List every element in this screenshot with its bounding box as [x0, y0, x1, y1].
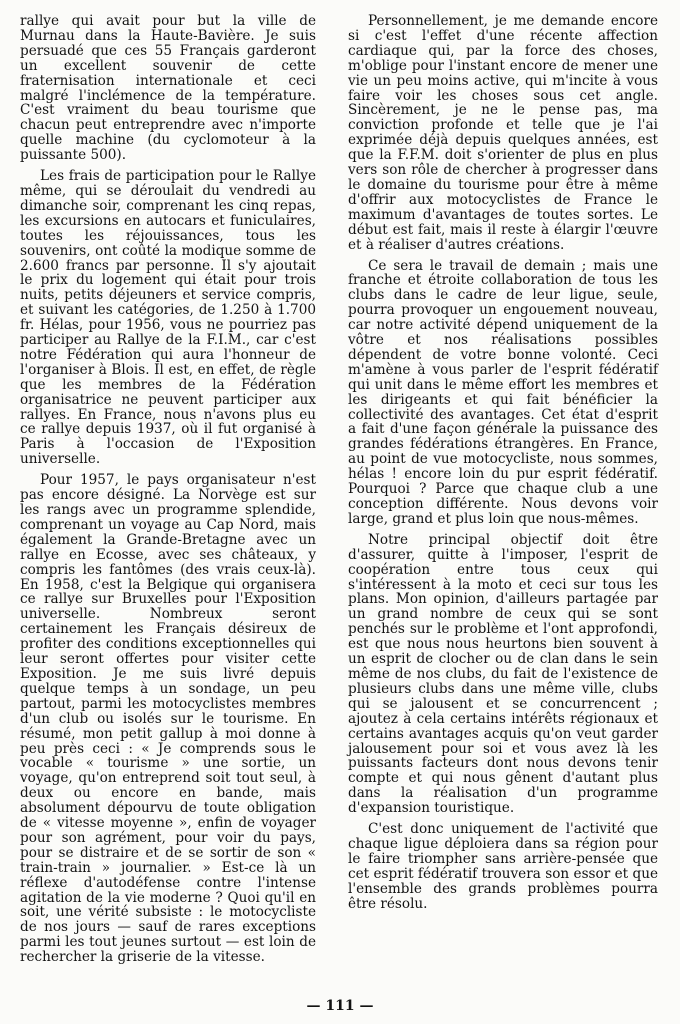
right-column — [348, 14, 658, 911]
left-column — [20, 14, 316, 965]
paragraph: Personnellement, je me demande encore si c'est l'effet d'une récente affection cardiaque qui, par la force des choses, m'oblige pour l'instant encore de mener une vie un peu moins active, qui m'incite à vous faire voir les choses sous cet angle. Sincèrement, je ne le pense pas, ma conviction profonde et telle que je l'ai exprimée déjà depuis quelques années, est que la F.F.M. doit s'orienter de plus en plus vers son rôle de chercher à progresser dans le domaine du tourisme pour être à même d'offrir aux motocyclistes de France le maximum d'avantages de toutes sortes. Le début est fait, mais il reste à élargir l'œuvre et à réaliser d'autres créations. — [348, 13, 658, 253]
paragraph: Notre principal objectif doit être d'assurer, quitte à l'imposer, l'esprit de coopération entre tous ceux qui s'intéressent à la moto et ceci sur tous les plans. Mon opinion, d'ailleurs partagée par un grand nombre de ceux qui se sont penchés sur le problème et l'ont approfondi, est que nous nous heurtons bien souvent à un esprit de clocher ou de clan dans le sein même de nos clubs, du fait de l'existence de plusieurs clubs dans une même ville, clubs qui se jalousent et se concurrencent ; ajoutez à cela certains intérêts régionaux et certains avantages acquis qu'on veut garder jalousement pour soi et vous avez là les puissants facteurs dont nous devons tenir compte et qui nous gênent d'autant plus dans la réalisation d'un programme d'expansion touristique. — [348, 531, 658, 817]
page-number: — 111 — — [306, 998, 374, 1014]
paragraph: Les frais de participation pour le Rallye même, qui se déroulait du vendredi au dimanche soir, comprenant les cinq repas, les excursions en autocars et funiculaires, toutes les réjouissances, tous les souvenirs, ont coûté la modique somme de 2.600 francs par personne. Il s'y ajoutait le prix du logement qui était pour trois nuits, petits déjeuners et service compris, et suivant les catégories, de 1.250 à 1.700 fr. Hélas, pour 1956, vous ne pourriez pas participer au Rallye de la F.I.M., car c'est notre Fédération qui aura l'honneur de l'organiser à Blois. Il est, en effet, de règle que les membres de la Fédération organisatrice ne peuvent participer aux rallyes. En France, nous n'avons plus eu ce rallye depuis 1937, où il fut organisé à Paris à l'occasion de l'Exposition universelle. — [20, 168, 316, 468]
paragraph: Pour 1957, le pays organisateur n'est pas encore désigné. La Norvège est sur les rangs avec un programme splendide, comprenant un voyage au Cap Nord, mais également la Grande-Bretagne avec un rallye en Ecosse, avec ses châteaux, y compris les fantômes (des vrais ceux-là). En 1958, c'est la Belgique qui organisera ce rallye sur Bruxelles pour l'Exposition universelle. Nombreux seront certainement les Français désireux de profiter des conditions exceptionnelles qui leur seront offertes pour visiter cette Exposition. Je me suis livré depuis quelque temps à un sondage, un peu partout, parmi les motocyclistes membres d'un club ou isolés sur le tourisme. En résumé, mon petit gallup à moi donne à peu près ceci : « Je comprends sous le vocable « tourisme » une sortie, un voyage, qu'on entreprend soit tout seul, à deux ou encore en bande, mais absolument dépourvu de toute obligation de « vitesse moyenne », enfin de voyager pour son agrément, pour voir du pays, pour se distraire et de se sortir de son « train-train » journalier. » Est-ce là un réflexe d'autodéfense contre l'intense agitation de la vie moderne ? Quoi qu'il en soit, une vérité subsiste : le motocycliste de nos jours — sauf de rares exceptions parmi les tout jeunes surtout — est loin de rechercher la griserie de la vitesse. — [20, 472, 316, 966]
paragraph: C'est donc uniquement de l'activité que chaque ligue déploiera dans sa région pour le faire triompher sans arrière-pensée que cet esprit fédératif trouvera son essor et que l'ensemble des grands problèmes pourra être résolu. — [348, 821, 658, 912]
paragraph: Ce sera le travail de demain ; mais une franche et étroite collaboration de tous les clubs dans le cadre de leur ligue, seule, pourra provoquer un engouement nouveau, car notre activité dépend uniquement de la vôtre et nos réalisations possibles dépendent de votre bonne volonté. Ceci m'amène à vous parler de l'esprit fédératif qui unit dans le même effort les membres et les dirigeants et qui fait bénéficier la collectivité des avantages. Cet état d'esprit a fait d'une façon générale la puissance des grandes fédérations étrangères. En France, au point de vue motocycliste, nous sommes, hélas ! encore loin du pur esprit fédératif. Pourquoi ? Parce que chaque club a une conception différente. Nous devons voir large, grand et plus loin que nous-mêmes. — [348, 257, 658, 527]
paragraph: rallye qui avait pour but la ville de Murnau dans la Haute-Bavière. Je suis persuadé que ces 55 Français garderont un excellent souvenir de cette fraternisation internationale et ceci malgré l'inclémence de la température. C'est vraiment du beau tourisme que chacun peut entreprendre avec n'importe quelle machine (du cyclomoteur à la puissante 500). — [20, 13, 316, 164]
